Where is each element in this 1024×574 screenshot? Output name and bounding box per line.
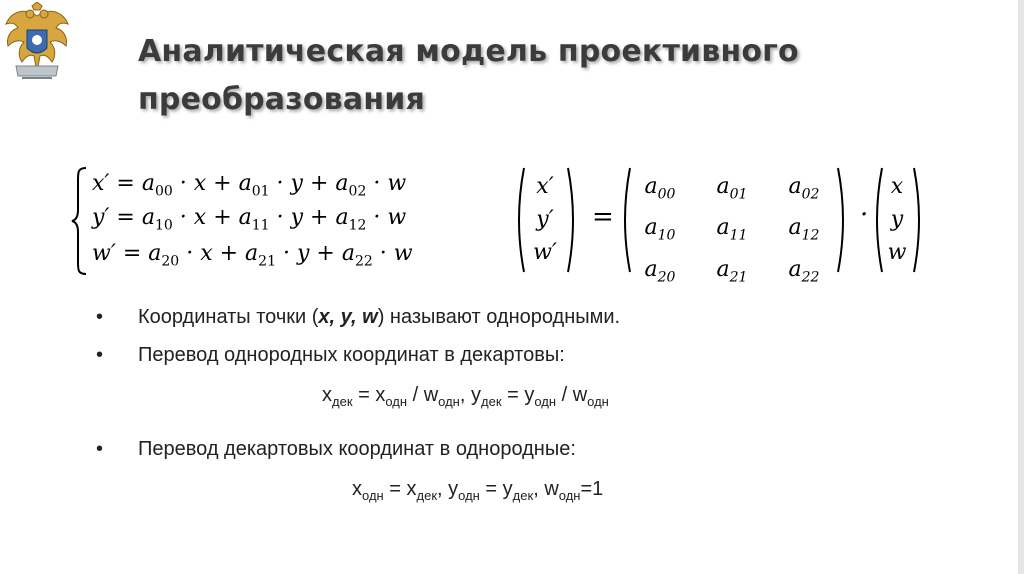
paren-left (512, 166, 526, 274)
slide-title (138, 28, 898, 124)
paren-right (566, 166, 580, 274)
lhs-vector: x′ y′ w′ (533, 174, 557, 265)
cartesian-conversion-formula: $x_{дек} = x_{одн} / w_{одн}$, $y_{дек} = y_{одн} / w_{одн}$ (322, 384, 609, 409)
bullet-item (90, 336, 970, 374)
bullet-text: Перевод декартовых координат в однородные: (138, 438, 576, 460)
bullet-list (90, 430, 970, 468)
bullet-marker: • (96, 306, 104, 328)
bullet-item (90, 430, 970, 468)
bullet-text: Координаты точки (x, y, w) называют однородными. (138, 306, 621, 328)
bullet-text: Перевод однородных координат в декартовы: (138, 344, 565, 366)
slide-right-border (1018, 0, 1024, 574)
paren-right (912, 166, 926, 274)
title-line-2: преобразования (138, 82, 425, 117)
multiply-dot: · (860, 200, 869, 230)
title-line-1: Аналитическая модель проективного (138, 34, 799, 69)
bullet-marker: • (96, 344, 104, 366)
paren-right (836, 166, 850, 274)
rhs-vector: x y w (887, 174, 907, 265)
equation-row: $y' = a_{10} \cdot x + a_{11} \cdot y + a_{12} \cdot w$ (92, 205, 407, 234)
matrix-column: $a_{00}$ $a_{10}$ $a_{20}$ (644, 174, 676, 286)
bullet-item (90, 298, 970, 336)
equals-sign: = (592, 202, 614, 232)
equation-row: $w' = a_{20} \cdot x + a_{21} \cdot y + a_{22} \cdot w$ (92, 241, 413, 270)
bullet-list (90, 298, 970, 374)
bullet-marker: • (96, 438, 104, 460)
paren-left (870, 166, 884, 274)
equation-system (70, 166, 490, 276)
matrix-column: $a_{01}$ $a_{11}$ $a_{21}$ (716, 174, 748, 286)
equation-row: $x' = a_{00} \cdot x + a_{01} \cdot y + a_{02} \cdot w$ (92, 171, 407, 200)
coat-of-arms-eagle-icon (2, 2, 72, 86)
homogeneous-conversion-formula: $x_{одн} = x_{дек}$, $y_{одн} = y_{дек}$, $w_{одн}=1$ (352, 478, 604, 503)
paren-left (618, 166, 632, 274)
matrix-column: $a_{02}$ $a_{12}$ $a_{22}$ (788, 174, 820, 286)
left-brace (70, 166, 90, 276)
